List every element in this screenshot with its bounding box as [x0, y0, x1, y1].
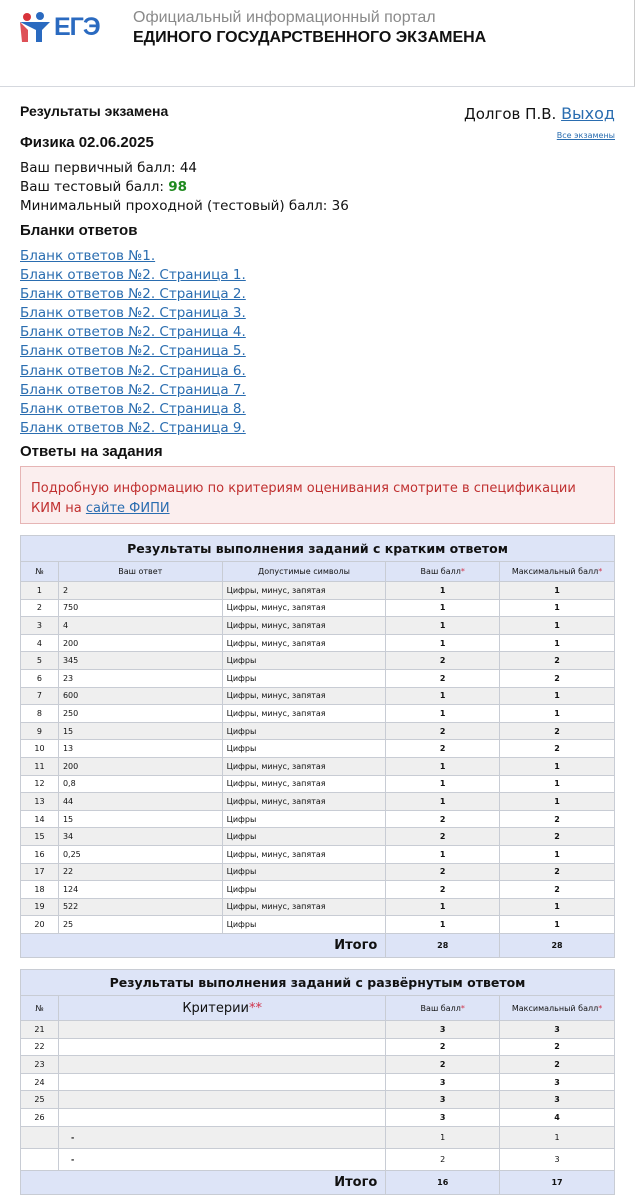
- task-number: 1: [21, 582, 59, 600]
- table-row: [21, 652, 615, 670]
- answer: 200: [58, 757, 222, 775]
- task-number: 3: [21, 617, 59, 635]
- answer: 25: [58, 916, 222, 934]
- score: 3: [386, 1073, 500, 1091]
- score: 1: [386, 916, 500, 934]
- task-number: 17: [21, 863, 59, 881]
- score: 2: [386, 722, 500, 740]
- answer: 2: [58, 582, 222, 600]
- allowed-symbols: Цифры, минус, запятая: [222, 775, 386, 793]
- table-row: [21, 775, 615, 793]
- answer: 0,25: [58, 845, 222, 863]
- col-your-score: Ваш балл*: [386, 996, 500, 1021]
- answer: 22: [58, 863, 222, 881]
- min-score-label: Минимальный проходной (тестовый) балл:: [20, 198, 332, 214]
- answer: 200: [58, 634, 222, 652]
- max-score: 1: [500, 582, 615, 600]
- max-score: 2: [500, 863, 615, 881]
- short-total-row: [21, 933, 615, 957]
- answer: 345: [58, 652, 222, 670]
- max-score: 2: [500, 881, 615, 899]
- logo-text: ЕГЭ: [54, 12, 100, 41]
- score: 2: [386, 828, 500, 846]
- max-score: 1: [500, 898, 615, 916]
- task-number: 19: [21, 898, 59, 916]
- site-header: [0, 0, 635, 87]
- answer: 250: [58, 705, 222, 723]
- answer: 13: [58, 740, 222, 758]
- score: 3: [386, 1091, 500, 1109]
- col-your-answer: Ваш ответ: [58, 562, 222, 582]
- table-row: [21, 634, 615, 652]
- max-score: 2: [500, 810, 615, 828]
- task-number: 5: [21, 652, 59, 670]
- answer: 4: [58, 617, 222, 635]
- allowed-symbols: Цифры, минус, запятая: [222, 793, 386, 811]
- max-score: 2: [500, 652, 615, 670]
- table-row: [21, 1056, 615, 1074]
- table-row: [21, 793, 615, 811]
- max-score: 2: [500, 669, 615, 687]
- answer-form-link[interactable]: Бланк ответов №2. Страница 1.: [20, 267, 246, 284]
- answer-form-link[interactable]: Бланк ответов №1.: [20, 248, 156, 264]
- task-number: 21: [21, 1021, 59, 1039]
- allowed-symbols: Цифры: [222, 863, 386, 881]
- answer: 750: [58, 599, 222, 617]
- table-row: [21, 757, 615, 775]
- max-score: 1: [500, 757, 615, 775]
- score: 1: [386, 757, 500, 775]
- answers-title: Ответы на задания: [20, 443, 163, 460]
- task-number: [21, 1126, 59, 1148]
- score: 3: [386, 1108, 500, 1126]
- user-name: Долгов П.В.: [464, 105, 557, 123]
- answer-form-link[interactable]: Бланк ответов №2. Страница 3.: [20, 305, 246, 322]
- answer: 15: [58, 722, 222, 740]
- table-row: [21, 845, 615, 863]
- answer: 34: [58, 828, 222, 846]
- table-row: [21, 1073, 615, 1091]
- total-score: 28: [386, 933, 500, 957]
- score: 2: [386, 652, 500, 670]
- table-row: [21, 828, 615, 846]
- min-score: [20, 198, 349, 214]
- criteria-row: [21, 1148, 615, 1170]
- task-number: 6: [21, 669, 59, 687]
- task-number: 23: [21, 1056, 59, 1074]
- answer: 600: [58, 687, 222, 705]
- allowed-symbols: Цифры, минус, запятая: [222, 634, 386, 652]
- score: 2: [386, 1038, 500, 1056]
- short-table-caption: Результаты выполнения заданий с кратким ответом: [21, 536, 615, 562]
- score: 1: [386, 617, 500, 635]
- max-score: 2: [500, 828, 615, 846]
- allowed-symbols: Цифры, минус, запятая: [222, 582, 386, 600]
- exam-title: Физика 02.06.2025: [20, 134, 154, 151]
- ege-logo[interactable]: [18, 10, 100, 44]
- table-row: [21, 881, 615, 899]
- task-number: 7: [21, 687, 59, 705]
- answer-form-link[interactable]: Бланк ответов №2. Страница 2.: [20, 286, 246, 303]
- test-score: [20, 179, 187, 195]
- results-title: Результаты экзамена: [20, 103, 169, 119]
- max-score: 1: [500, 1126, 615, 1148]
- criteria: -: [58, 1126, 385, 1148]
- score: 1: [386, 845, 500, 863]
- score: 1: [386, 1126, 500, 1148]
- max-score: 1: [500, 845, 615, 863]
- allowed-symbols: Цифры: [222, 810, 386, 828]
- task-number: 2: [21, 599, 59, 617]
- col-max-score: Максимальный балл*: [500, 996, 615, 1021]
- max-score: 1: [500, 599, 615, 617]
- answer: 23: [58, 669, 222, 687]
- score: 1: [386, 634, 500, 652]
- table-row: [21, 617, 615, 635]
- max-score: 1: [500, 617, 615, 635]
- portal-title: ЕДИНОГО ГОСУДАРСТВЕННОГО ЭКЗАМЕНА: [133, 29, 487, 46]
- answer-forms-list: [20, 247, 246, 438]
- max-score: 1: [500, 687, 615, 705]
- answer: 0,8: [58, 775, 222, 793]
- task-number: 14: [21, 810, 59, 828]
- table-row: [21, 916, 615, 934]
- max-score: 1: [500, 916, 615, 934]
- col-max-score: Максимальный балл*: [500, 562, 615, 582]
- fipi-notice: [20, 466, 615, 524]
- score: 1: [386, 793, 500, 811]
- col-number: №: [21, 996, 59, 1021]
- allowed-symbols: Цифры, минус, запятая: [222, 687, 386, 705]
- long-answer-table: [20, 969, 615, 1195]
- col-your-score: Ваш балл*: [386, 562, 500, 582]
- primary-score-label: Ваш первичный балл:: [20, 160, 180, 176]
- answer-form-link[interactable]: Бланк ответов №2. Страница 7.: [20, 381, 246, 398]
- score: 1: [386, 898, 500, 916]
- task-number: 22: [21, 1038, 59, 1056]
- max-score: 3: [500, 1021, 615, 1039]
- primary-score: [20, 160, 197, 176]
- criteria: [58, 1056, 385, 1074]
- table-row: [21, 1091, 615, 1109]
- score: 2: [386, 740, 500, 758]
- allowed-symbols: Цифры: [222, 881, 386, 899]
- answer-form-link[interactable]: Бланк ответов №2. Страница 6.: [20, 362, 246, 379]
- task-number: 8: [21, 705, 59, 723]
- task-number: [21, 1148, 59, 1170]
- answer-form-link[interactable]: Бланк ответов №2. Страница 4.: [20, 324, 246, 341]
- score: 2: [386, 863, 500, 881]
- table-row: [21, 705, 615, 723]
- max-score: 2: [500, 1038, 615, 1056]
- table-row: [21, 669, 615, 687]
- portal-subtitle: Официальный информационный портал: [133, 9, 436, 26]
- answer-form-link[interactable]: Бланк ответов №2. Страница 5.: [20, 343, 246, 360]
- max-score: 3: [500, 1073, 615, 1091]
- allowed-symbols: Цифры, минус, запятая: [222, 898, 386, 916]
- total-max: 28: [500, 933, 615, 957]
- score: 1: [386, 599, 500, 617]
- score: 1: [386, 582, 500, 600]
- max-score: 3: [500, 1091, 615, 1109]
- allowed-symbols: Цифры, минус, запятая: [222, 705, 386, 723]
- task-number: 24: [21, 1073, 59, 1091]
- short-answer-table: [20, 535, 615, 958]
- criteria-row: [21, 1126, 615, 1148]
- task-number: 13: [21, 793, 59, 811]
- table-row: [21, 599, 615, 617]
- criteria: [58, 1038, 385, 1056]
- long-table-caption: Результаты выполнения заданий с развёрнутым ответом: [21, 970, 615, 996]
- task-number: 10: [21, 740, 59, 758]
- total-max: 17: [500, 1170, 615, 1194]
- allowed-symbols: Цифры: [222, 722, 386, 740]
- max-score: 2: [500, 740, 615, 758]
- max-score: 3: [500, 1148, 615, 1170]
- table-row: [21, 687, 615, 705]
- score: 2: [386, 810, 500, 828]
- primary-score-value: 44: [179, 160, 198, 176]
- allowed-symbols: Цифры: [222, 669, 386, 687]
- min-score-value: 36: [331, 198, 349, 214]
- task-number: 15: [21, 828, 59, 846]
- total-score: 16: [386, 1170, 500, 1194]
- table-row: [21, 740, 615, 758]
- score: 2: [386, 1148, 500, 1170]
- score: 2: [386, 669, 500, 687]
- max-score: 1: [500, 634, 615, 652]
- allowed-symbols: Цифры, минус, запятая: [222, 599, 386, 617]
- task-number: 4: [21, 634, 59, 652]
- table-row: [21, 1038, 615, 1056]
- test-score-value: 98: [168, 179, 188, 195]
- answer: 15: [58, 810, 222, 828]
- allowed-symbols: Цифры: [222, 652, 386, 670]
- max-score: 1: [500, 793, 615, 811]
- table-row: [21, 1021, 615, 1039]
- task-number: 9: [21, 722, 59, 740]
- allowed-symbols: Цифры: [222, 740, 386, 758]
- allowed-symbols: Цифры, минус, запятая: [222, 757, 386, 775]
- test-score-label: Ваш тестовый балл:: [20, 179, 169, 195]
- allowed-symbols: Цифры, минус, запятая: [222, 845, 386, 863]
- max-score: 1: [500, 705, 615, 723]
- table-row: [21, 722, 615, 740]
- max-score: 2: [500, 1056, 615, 1074]
- col-criteria: Критерии**: [58, 996, 385, 1021]
- score: 1: [386, 687, 500, 705]
- task-number: 11: [21, 757, 59, 775]
- total-label: Итого: [21, 1170, 386, 1194]
- max-score: 4: [500, 1108, 615, 1126]
- table-row: [21, 810, 615, 828]
- max-score: 2: [500, 722, 615, 740]
- criteria: [58, 1073, 385, 1091]
- answer: 124: [58, 881, 222, 899]
- table-row: [21, 898, 615, 916]
- fipi-link[interactable]: сайте ФИПИ: [85, 501, 170, 516]
- max-score: 1: [500, 775, 615, 793]
- answer: 522: [58, 898, 222, 916]
- answer-form-link[interactable]: Бланк ответов №2. Страница 8.: [20, 400, 246, 417]
- score: 2: [386, 881, 500, 899]
- notice-text: Подробную информацию по критериям оценивания смотрите в спецификации КИМ на: [31, 481, 576, 516]
- task-number: 20: [21, 916, 59, 934]
- total-label: Итого: [21, 933, 386, 957]
- score: 1: [386, 705, 500, 723]
- score: 1: [386, 775, 500, 793]
- col-number: №: [21, 562, 59, 582]
- allowed-symbols: Цифры: [222, 916, 386, 934]
- allowed-symbols: Цифры, минус, запятая: [222, 617, 386, 635]
- task-number: 16: [21, 845, 59, 863]
- answer: 44: [58, 793, 222, 811]
- task-number: 25: [21, 1091, 59, 1109]
- answer-form-link[interactable]: Бланк ответов №2. Страница 9.: [20, 419, 246, 436]
- table-row: [21, 1108, 615, 1126]
- people-logo-icon: [18, 10, 52, 44]
- score: 3: [386, 1021, 500, 1039]
- user-info: [464, 104, 615, 123]
- score: 2: [386, 1056, 500, 1074]
- forms-title: Бланки ответов: [20, 222, 138, 239]
- col-allowed-symbols: Допустимые символы: [222, 562, 386, 582]
- long-total-row: [21, 1170, 615, 1194]
- task-number: 18: [21, 881, 59, 899]
- logout-link[interactable]: Выход: [561, 104, 615, 123]
- criteria: [58, 1108, 385, 1126]
- criteria: -: [58, 1148, 385, 1170]
- task-number: 12: [21, 775, 59, 793]
- all-exams-link[interactable]: Все экзамены: [556, 131, 615, 140]
- criteria: [58, 1091, 385, 1109]
- task-number: 26: [21, 1108, 59, 1126]
- allowed-symbols: Цифры: [222, 828, 386, 846]
- table-row: [21, 863, 615, 881]
- table-row: [21, 582, 615, 600]
- criteria: [58, 1021, 385, 1039]
